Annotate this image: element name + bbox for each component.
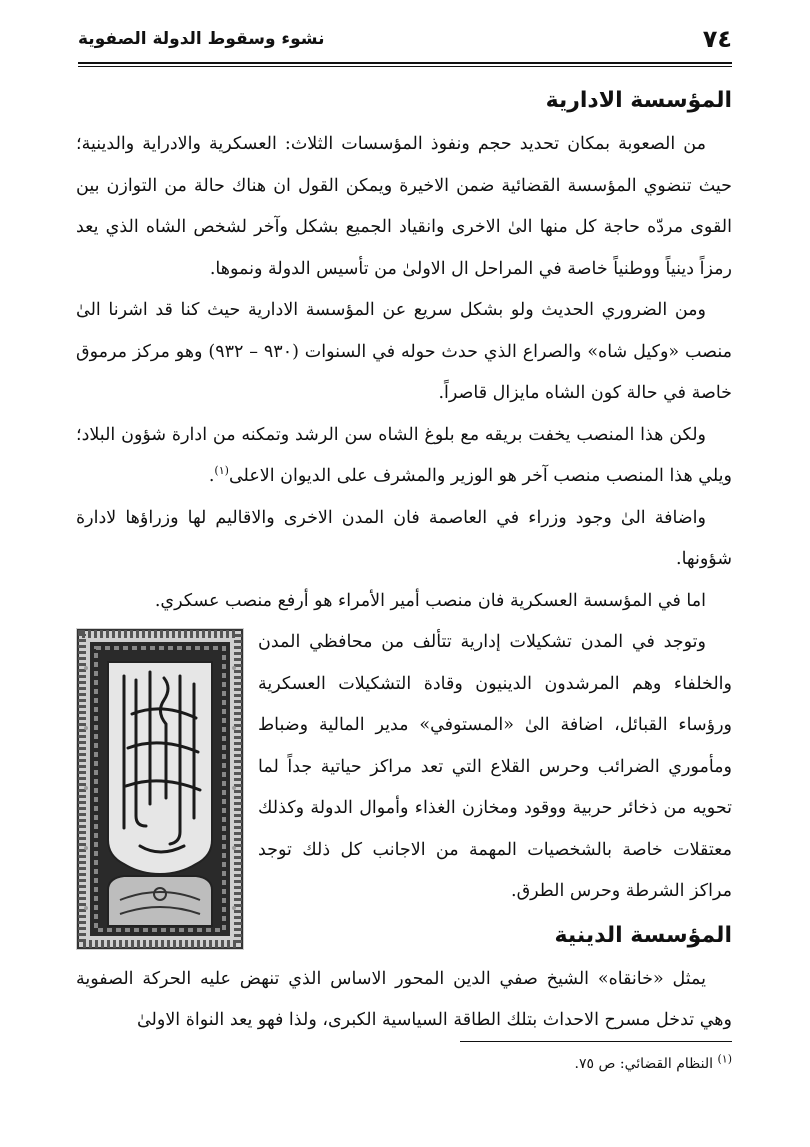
footnote-rule: [460, 1041, 732, 1042]
section-heading-administrative: المؤسسة الادارية: [545, 88, 732, 113]
paragraph-3-end: .: [208, 466, 215, 486]
footnote: [575, 1053, 732, 1075]
paragraph-3-text: ولكن هذا المنصب يخفت بريقه مع بلوغ الشاه سن الرشد وتمكنه من ادارة شؤون البلاد؛ ويلي هذا المنصب منصب آخر هو الوزير والمشرف على الديوان الاعلى: [76, 424, 732, 486]
running-title: نشوء وسقوط الدولة الصفوية: [78, 29, 325, 49]
header-rule-thick: [78, 62, 732, 64]
header-rule-thin: [78, 66, 732, 67]
running-head: [78, 22, 732, 56]
body-text: [76, 78, 732, 1042]
paragraph-3: [76, 415, 732, 498]
footnote-ref: (١): [214, 464, 229, 478]
paragraph-5: اما في المؤسسة العسكرية فان منصب أمير الأمراء هو أرفع منصب عسكري.: [154, 590, 706, 611]
section-heading-religious: المؤسسة الدينية: [554, 922, 732, 948]
paragraph-4: واضافة الىٰ وجود وزراء في العاصمة فان المدن الاخرى والاقاليم لها وزراؤها لادارة شؤونها.: [76, 507, 732, 569]
calligraphy-tile-illustration: [76, 628, 244, 950]
footnote-text: النظام القضائي: ص ٧٥.: [574, 1056, 714, 1072]
paragraph-2: ومن الضروري الحديث ولو بشكل سريع عن المؤسسة الادارية حيث كنا قد اشرنا الىٰ منصب «وكيل شاه» والصراع الذي حدث حوله في السنوات (٩٣٠ – ٩٣٢) وهو مركز مرموق خاصة في حالة كون الشاه مايزال قاصراً.: [76, 300, 732, 403]
calligraphy-tile-image: [76, 628, 244, 950]
footnote-marker: (١): [717, 1052, 732, 1066]
page-number: ٧٤: [702, 25, 732, 53]
paragraph-1: من الصعوبة بمكان تحديد حجم ونفوذ المؤسسات الثلاث: العسكرية والادراية والدينية؛ حيث تنضوي المؤسسة القضائية ضمن الاخيرة ويمكن القول ان هناك حالة من التوازن بين القوى مردّه حاجة كل منها الىٰ الاخرى وانقياد الجميع بشكل وآخر لشخص الشاه الذي يعد رمزاً دينياً ووطنياً خاصة في المراحل ال الاولىٰ من تأسيس الدولة ونموها.: [76, 134, 732, 279]
paragraph-6: وتوجد في المدن تشكيلات إدارية تتألف من محافظي المدن والخلفاء وهم المرشدون الدينيون وقادة التشكيلات العسكرية ورؤساء القبائل، اضافة الىٰ «المستوفي» مدير المالية وضباط ومأموري الضرائب وحرس القلاع التي تعد مراكز حياتية جداً لما تحويه من ذخائر حربية ووقود ومخازن الغذاء وأموال الدولة وكذلك معتقلات خاصة بالشخصيات المهمة من الاجانب كل ذلك توجد مراكز الشرطة وحرس الطرق.: [258, 632, 732, 901]
paragraph-7: يمثل «خانقاه» الشيخ صفي الدين المحور الاساس الذي تنهض عليه الحركة الصفوية وهي تدخل مسرح الاحداث بتلك الطاقة السياسية الكبرى، ولذا فهو يعد النواة الاولىٰ: [76, 968, 732, 1030]
